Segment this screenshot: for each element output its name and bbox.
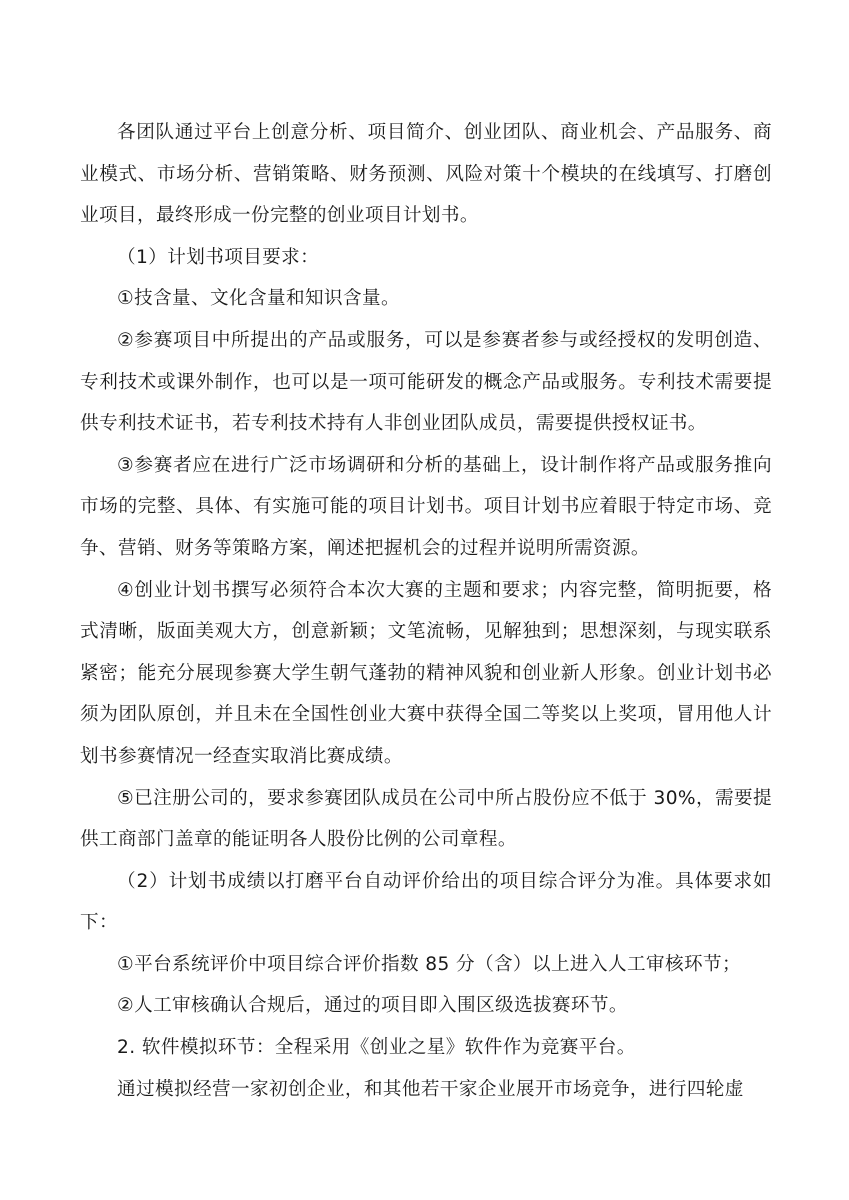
paragraph-scoring-heading: （2）计划书成绩以打磨平台自动评价给出的项目综合评分为准。具体要求如下： [80, 870, 772, 934]
paragraph-software-simulation-body: 通过模拟经营一家初创企业，和其他若干家企业展开市场竞争，进行四轮虚 [117, 1078, 744, 1100]
paragraph-item-3: ③参赛者应在进行广泛市场调研和分析的基础上，设计制作将产品或服务推向市场的完整、具体、有实施可能的项目计划书。项目计划书应着眼于特定市场、竞争、营销、财务等策略方案，阐述把握机会的过程并说明所需资源。 [80, 454, 772, 559]
paragraph-scoring-item-1: ①平台系统评价中项目综合评价指数 85 分（含）以上进入人工审核环节； [117, 953, 741, 975]
paragraph-item-4: ④创业计划书撰写必须符合本次大赛的主题和要求；内容完整，简明扼要，格式清晰，版面美观大方，创意新颖；文笔流畅，见解独到；思想深刻，与现实联系紧密；能充分展现参赛大学生朝气蓬勃的精神风貌和创业新人形象。创业计划书必须为团队原创，并且未在全国性创业大赛中获得全国二等奖以上奖项，冒用他人计划书参赛情况一经查实取消比赛成绩。 [80, 579, 772, 767]
paragraph-item-2: ②参赛项目中所提出的产品或服务，可以是参赛者参与或经授权的发明创造、专利技术或课外制作，也可以是一项可能研发的概念产品或服务。专利技术需要提供专利技术证书，若专利技术持有人非创业团队成员，需要提供授权证书。 [80, 329, 772, 435]
paragraph-software-simulation-heading: 2. 软件模拟环节：全程采用《创业之星》软件作为竞赛平台。 [117, 1037, 636, 1059]
paragraph-item-1: ①技含量、文化含量和知识含量。 [117, 288, 400, 310]
paragraph-plan-requirements-heading: （1）计划书项目要求： [117, 246, 320, 268]
paragraph-intro: 各团队通过平台上创意分析、项目简介、创业团队、商业机会、产品服务、商业模式、市场分析、营销策略、财务预测、风险对策十个模块的在线填写、打磨创业项目，最终形成一份完整的创业项目计划书。 [80, 122, 772, 227]
paragraph-scoring-item-2: ②人工审核确认合规后，通过的项目即入围区级选拔赛环节。 [117, 995, 628, 1017]
document-body [80, 112, 772, 1110]
paragraph-item-5: ⑤已注册公司的，要求参赛团队成员在公司中所占股份应不低于 30%，需要提供工商部门盖章的能证明各人股份比例的公司章程。 [80, 787, 772, 851]
